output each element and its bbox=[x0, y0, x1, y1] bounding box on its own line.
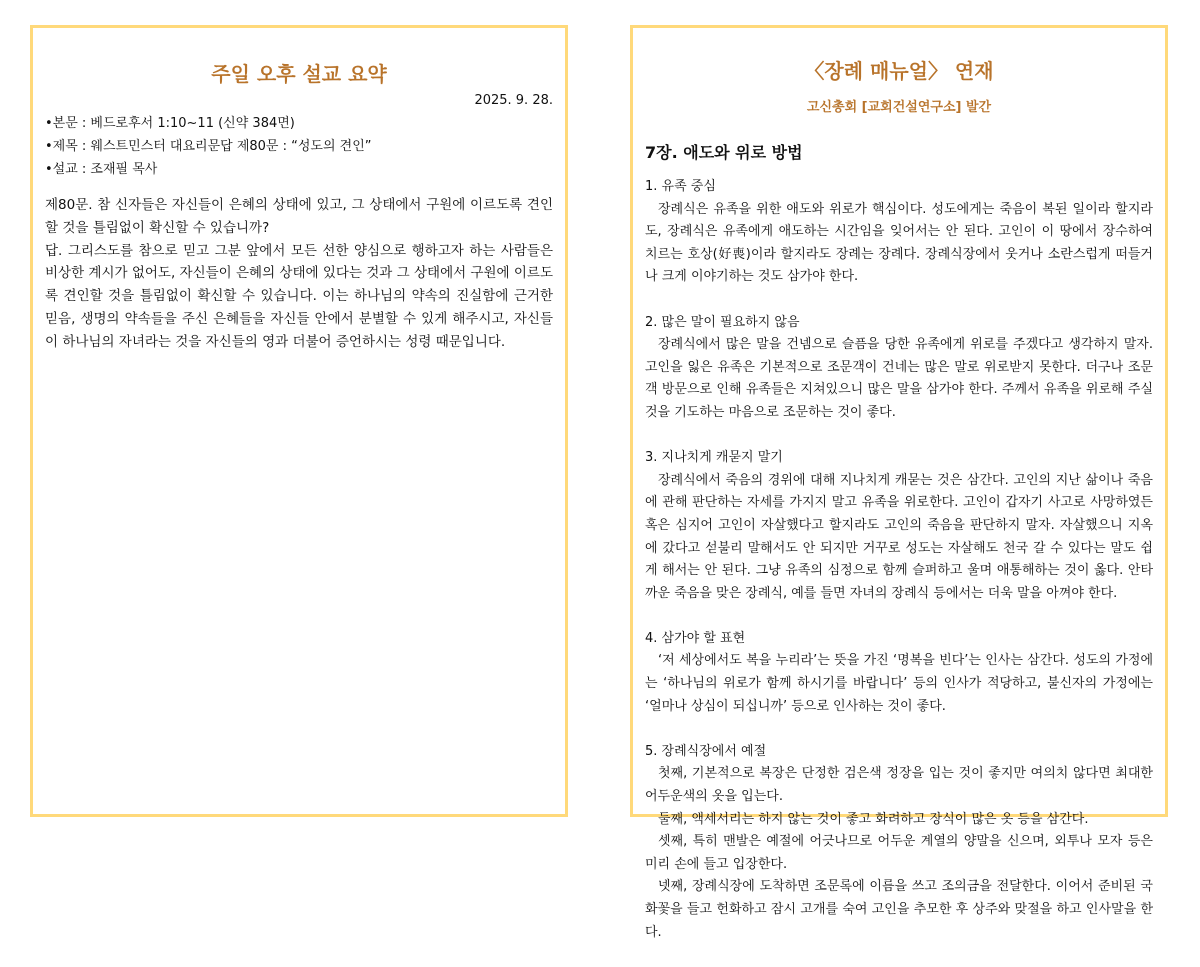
section-heading: 4. 삼가야 할 표현 bbox=[645, 630, 746, 646]
sermon-summary-page bbox=[30, 25, 568, 817]
section-paragraph: 둘째, 액세서리는 하지 않는 것이 좋고 화려하고 장식이 많은 옷 등을 삼간다. bbox=[658, 811, 1089, 827]
manual-publisher: 고신총회 [교회건설연구소] 발간 bbox=[806, 100, 992, 115]
manual-section bbox=[645, 628, 1153, 718]
manual-section bbox=[645, 447, 1153, 605]
section-heading: 1. 유족 중심 bbox=[645, 179, 716, 194]
section-paragraph: 셋째, 특히 맨발은 예절에 어긋나므로 어두운 계열의 양말을 신으며, 외투나 모자 등은 미리 손에 들고 입장한다. bbox=[645, 834, 1153, 872]
section-paragraph: 장례식에서 죽음의 경위에 대해 지나치게 캐묻는 것은 삼간다. 고인의 지난 삶이나 죽음에 관해 판단하는 자세를 가지지 말고 유족을 위로한다. 고인이 갑자기 사고로 사망하였든 혹은 심지어 고인이 자살했다고 할지라도 고인의 죽음을 판단하지 말자. 자살했으니 지옥에 갔다고 섣불리 말해서도 안 되지만 거꾸로 성도는 자살해도 천국 갈 수 있다는 말도 쉽게 해서는 안 된다. 그냥 유족의 심정으로 함께 슬퍼하고 울며 애통해하는 것이 옳다. 안타까운 죽음을 맞은 장례식, 예를 들면 자녀의 장례식 등에서는 더욱 말을 아껴야 한다. bbox=[645, 472, 1153, 601]
funeral-manual-page bbox=[630, 25, 1168, 940]
section-paragraph: 넷째, 장례식장에 도착하면 조문록에 이름을 쓰고 조의금을 전달한다. 이어서 준비된 국화꽃을 들고 헌화하고 잠시 고개를 숙여 고인을 추모한 후 상주와 맞절을 하고 인사말을 한다. bbox=[645, 879, 1153, 940]
preacher-line: •설교 : 조재필 목사 bbox=[45, 162, 158, 177]
section-heading: 5. 장례식장에서 예절 bbox=[645, 743, 767, 759]
manual-sections bbox=[645, 176, 1153, 967]
sermon-date: 2025. 9. 28. bbox=[474, 93, 553, 108]
catechism-question: 제80문. 참 신자들은 자신들이 은혜의 상태에 있고, 그 상태에서 구원에 이르도록 견인할 것을 틀림없이 확신할 수 있습니까? bbox=[45, 197, 553, 236]
section-paragraph: 첫째, 기본적으로 복장은 단정한 검은색 정장을 입는 것이 좋지만 여의치 않다면 최대한 어두운색의 옷을 입는다. bbox=[645, 766, 1153, 805]
sermon-title: 주일 오후 설교 요약 bbox=[211, 62, 387, 86]
sermon-info-list bbox=[45, 112, 553, 181]
section-paragraph: ‘저 세상에서도 복을 누리라’는 뜻을 가진 ‘명복을 빈다’는 인사는 삼간다. 성도의 가정에는 ‘하나님의 위로가 함께 하시기를 바랍니다’ 등의 인사가 적당하고, 불신자의 가정에는 ‘얼마나 상심이 되십니까’ 등으로 인사하는 것이 좋다. bbox=[645, 653, 1153, 714]
section-paragraph: 장례식에서 많은 말을 건넴으로 슬픔을 당한 유족에게 위로를 주겠다고 생각하지 말자. 고인을 잃은 유족은 기본적으로 조문객이 건네는 많은 말로 위로받지 못한다. 더구나 조문객 방문으로 인해 유족들은 지쳐있으니 많은 말을 삼가야 한다. 주께서 유족을 위로해 주실 것을 기도하는 마음으로 조문하는 것이 좋다. bbox=[645, 337, 1153, 420]
catechism-qa bbox=[45, 194, 553, 354]
catechism-answer: 답. 그리스도를 참으로 믿고 그분 앞에서 모든 선한 양심으로 행하고자 하는 사람들은 비상한 계시가 없어도, 자신들이 은혜의 상태에 있다는 것과 그 상태에서 구원에 이르도록 견인할 것을 틀림없이 확신할 수 있습니다. 이는 하나님의 약속의 진실함에 근거한 믿음, 생명의 약속들을 주신 은혜들을 자신들 안에서 분별할 수 있게 해주시고, 자신들이 하나님의 자녀라는 것을 자신들의 영과 더불어 증언하시는 성령 때문입니다. bbox=[45, 242, 553, 350]
manual-title: 〈장례 매뉴얼〉 연재 bbox=[804, 59, 994, 83]
manual-section bbox=[645, 176, 1153, 289]
chapter-heading: 7장. 애도와 위로 방법 bbox=[645, 143, 803, 162]
subject-line: •제목 : 웨스트민스터 대요리문답 제80문 : “성도의 견인” bbox=[45, 139, 372, 154]
section-heading: 3. 지나치게 캐묻지 말기 bbox=[645, 450, 783, 466]
scripture-line: •본문 : 베드로후서 1:10~11 (신약 384면) bbox=[45, 116, 295, 131]
manual-section bbox=[645, 741, 1153, 944]
section-paragraph: 장례식은 유족을 위한 애도와 위로가 핵심이다. 성도에게는 죽음이 복된 일이라 할지라도, 장례식은 유족에게 애도하는 시간임을 잊어서는 안 된다. 고인이 이 땅에서 장수하여 치르는 호상(好喪)이라 할지라도 장례는 장례다. 장례식장에서 웃거나 소란스럽게 떠들거나 크게 이야기하는 것도 삼가야 한다. bbox=[645, 201, 1153, 285]
section-heading: 2. 많은 말이 필요하지 않음 bbox=[645, 314, 800, 330]
manual-section bbox=[645, 312, 1153, 425]
